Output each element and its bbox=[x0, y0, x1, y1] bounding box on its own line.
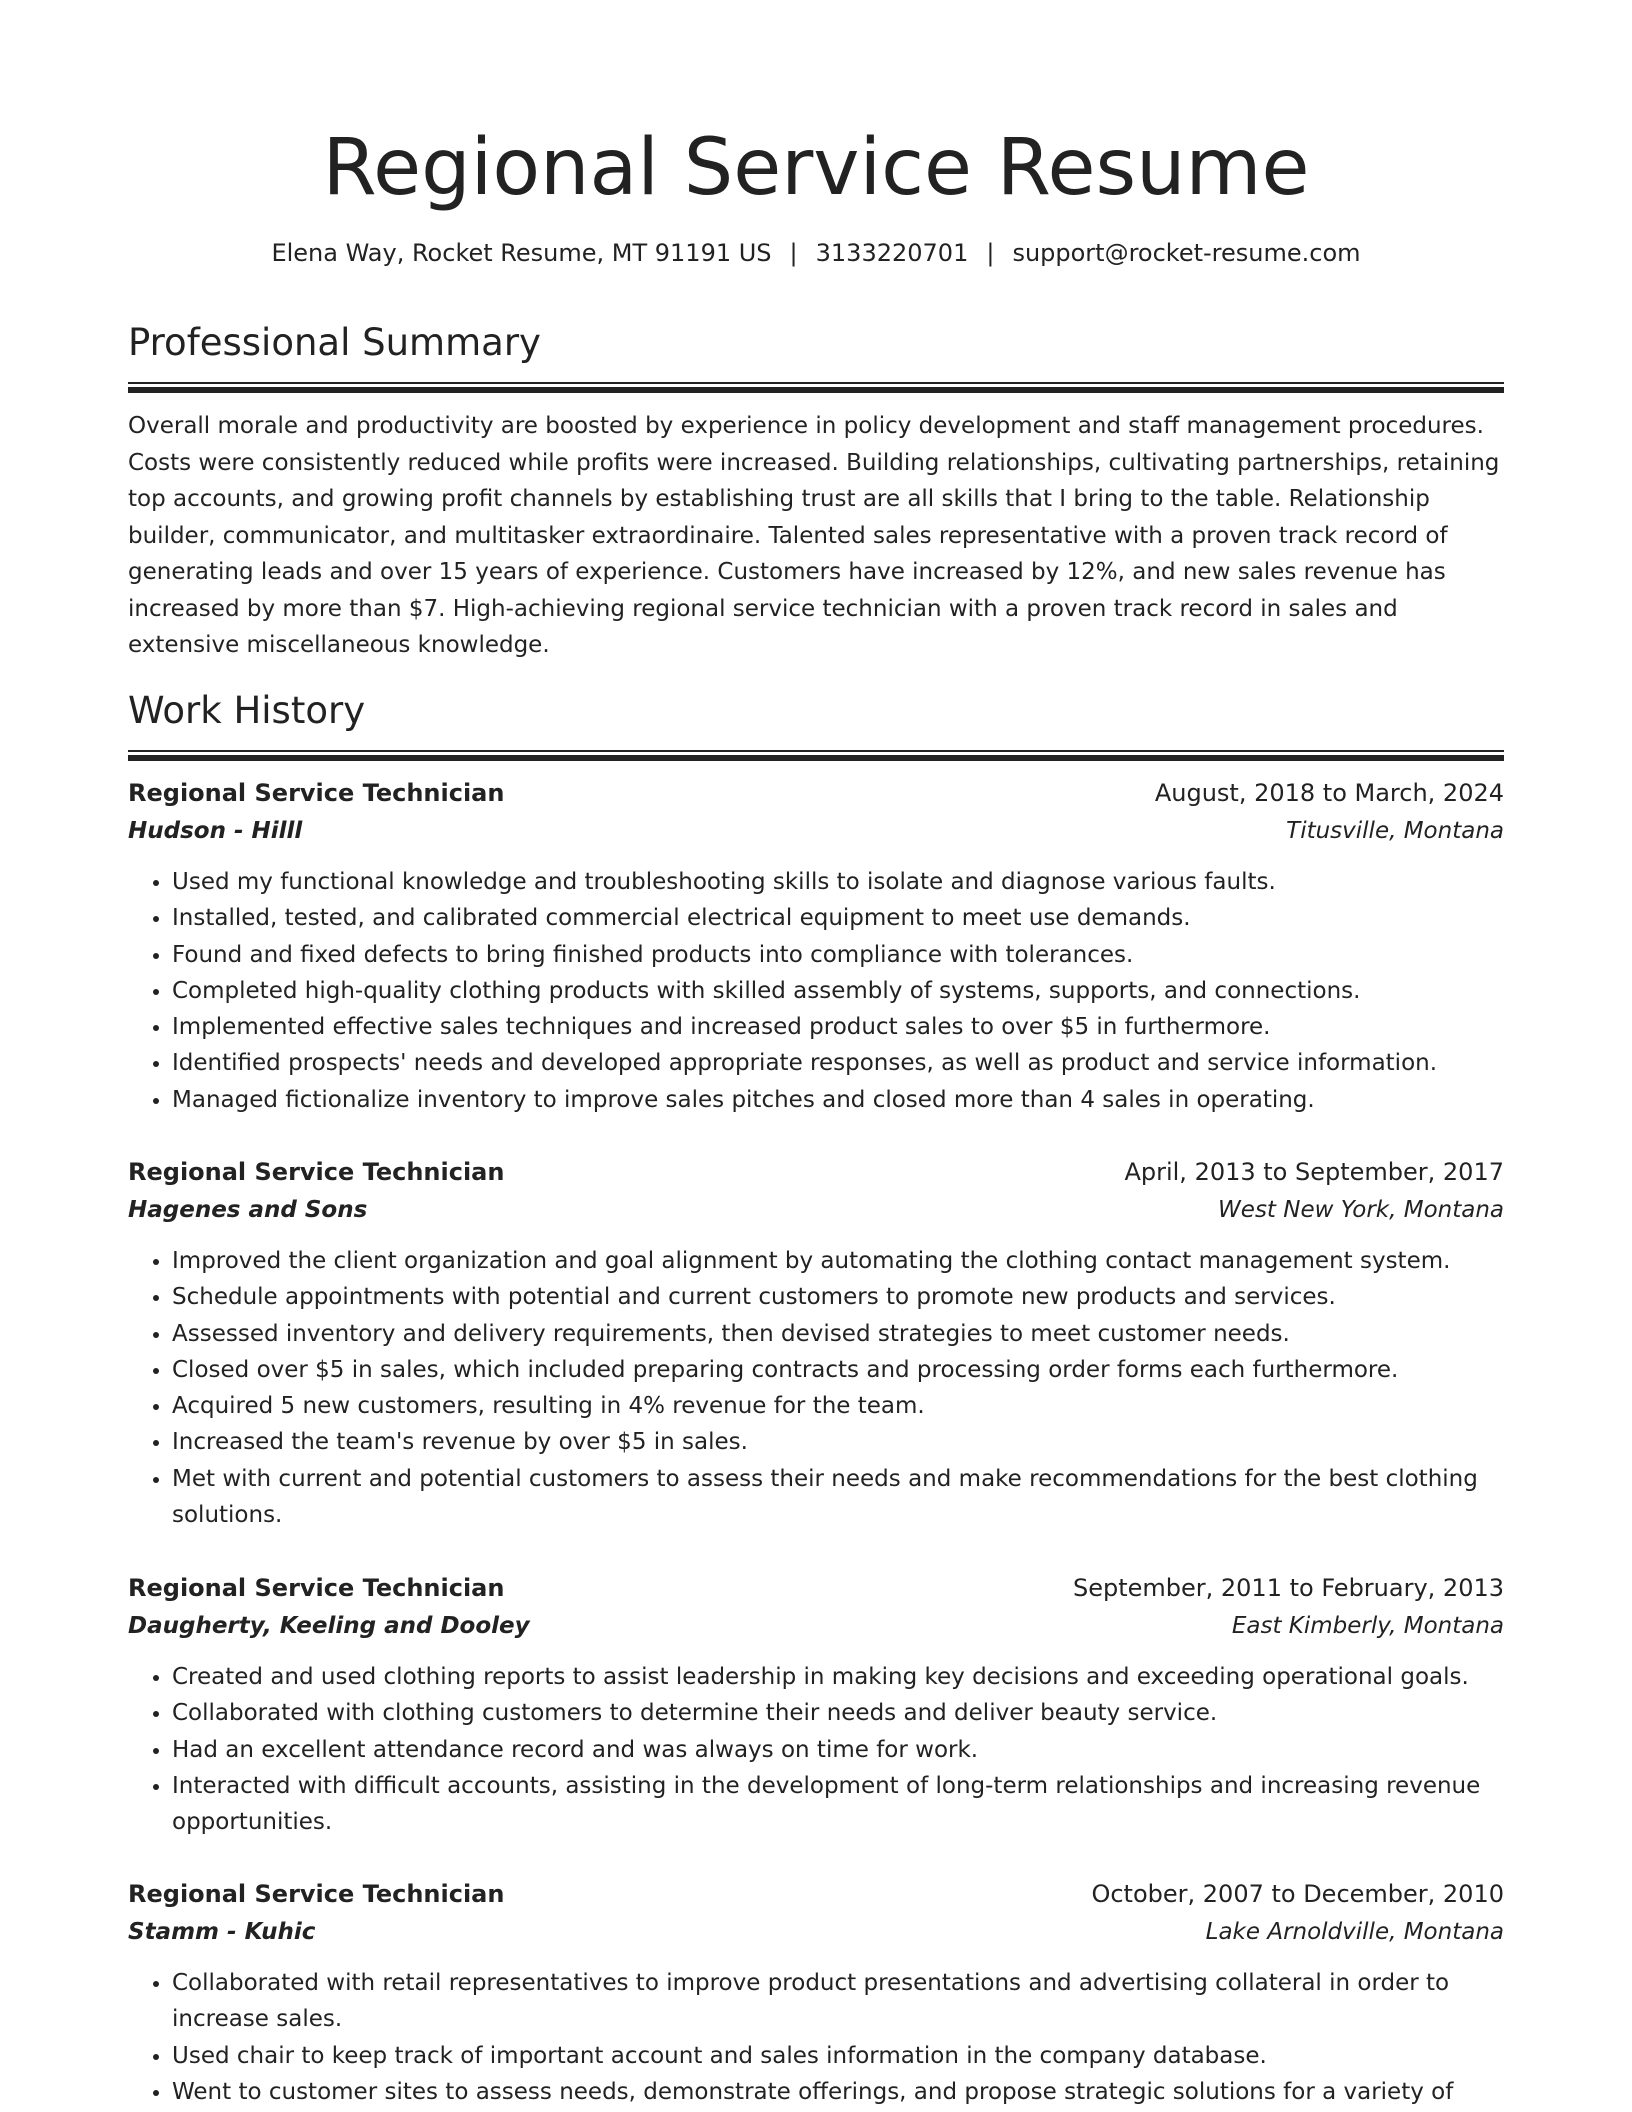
job-dates: April, 2013 to September, 2017 bbox=[1124, 1158, 1504, 1186]
job-entry bbox=[128, 1569, 1504, 1840]
resume-title: Regional Service Resume bbox=[322, 123, 1310, 213]
divider-thick-line bbox=[128, 387, 1504, 393]
contact-separator: | bbox=[789, 239, 798, 267]
job-entry bbox=[128, 774, 1504, 1118]
list-item: • Went to customer sites to assess needs, demonstrate offerings, and propose strategic solutions for a variety of bbox=[172, 2074, 1504, 2110]
list-item: • Improved the client organization and goal alignment by automating the clothing contact management system. bbox=[172, 1243, 1504, 1279]
job-entry bbox=[128, 1875, 1504, 2110]
contact-line bbox=[128, 236, 1504, 270]
list-item: • Assessed inventory and delivery requirements, then devised strategies to meet customer needs. bbox=[172, 1316, 1504, 1352]
job-company: Daugherty, Keeling and Dooley bbox=[128, 1613, 530, 1639]
job-title: Regional Service Technician bbox=[128, 1880, 505, 1908]
job-location: Lake Arnoldville, Montana bbox=[1205, 1919, 1504, 1945]
summary-paragraph: Overall morale and productivity are boosted by experience in policy development and staff management procedures. Costs were consistently reduced while profits were increased. Building relationships, cultivating partnerships, retaining top accounts, and growing profit channels by establishing trust are all skills that I bring to the table. Relationship builder, communicator, and multitasker extraordinaire. Talented sales representative with a proven track record of generating leads and over 15 years of experience. Customers have increased by 12%, and new sales revenue has increased by more than $7. High-achieving regional service technician with a proven track record in sales and extensive miscellaneous knowledge. bbox=[128, 413, 1500, 658]
job-bullet-list bbox=[128, 1659, 1504, 1840]
list-item: • Used chair to keep track of important account and sales information in the company database. bbox=[172, 2038, 1504, 2074]
list-item: • Increased the team's revenue by over $5 in sales. bbox=[172, 1424, 1504, 1460]
job-location: Titusville, Montana bbox=[1286, 818, 1504, 844]
divider-thin-line bbox=[128, 750, 1504, 752]
job-dates: August, 2018 to March, 2024 bbox=[1154, 779, 1504, 807]
contact-phone: 3133220701 bbox=[815, 239, 969, 267]
job-company: Hudson - Hilll bbox=[128, 818, 303, 844]
list-item: • Used my functional knowledge and troubleshooting skills to isolate and diagnose various faults. bbox=[172, 864, 1504, 900]
contact-separator: | bbox=[986, 239, 995, 267]
list-item: • Interacted with difficult accounts, assisting in the development of long-term relationships and increasing revenue opportunities. bbox=[172, 1768, 1504, 1841]
list-item: • Met with current and potential customers to assess their needs and make recommendations for the best clothing solutions. bbox=[172, 1461, 1504, 1534]
list-item: • Had an excellent attendance record and was always on time for work. bbox=[172, 1732, 1504, 1768]
job-title: Regional Service Technician bbox=[128, 1574, 505, 1602]
list-item: • Closed over $5 in sales, which included preparing contracts and processing order forms each furthermore. bbox=[172, 1352, 1504, 1388]
job-title: Regional Service Technician bbox=[128, 779, 505, 807]
job-bullet-list bbox=[128, 1243, 1504, 1533]
job-dates: September, 2011 to February, 2013 bbox=[1072, 1574, 1504, 1602]
divider-thick-line bbox=[128, 755, 1504, 761]
list-item: • Schedule appointments with potential and current customers to promote new products and services. bbox=[172, 1279, 1504, 1315]
job-location: West New York, Montana bbox=[1218, 1197, 1504, 1223]
contact-address: Elena Way, Rocket Resume, MT 91191 US bbox=[271, 239, 772, 267]
list-item: • Created and used clothing reports to assist leadership in making key decisions and exceeding operational goals. bbox=[172, 1659, 1504, 1695]
list-item: • Identified prospects' needs and developed appropriate responses, as well as product and service information. bbox=[172, 1045, 1504, 1081]
section-heading-work-history: Work History bbox=[128, 689, 366, 732]
job-bullet-list bbox=[128, 864, 1504, 1118]
resume-page bbox=[128, 0, 1504, 2105]
list-item: • Completed high-quality clothing products with skilled assembly of systems, supports, and connections. bbox=[172, 973, 1504, 1009]
section-divider bbox=[128, 750, 1504, 762]
job-entry bbox=[128, 1153, 1504, 1533]
list-item: • Installed, tested, and calibrated commercial electrical equipment to meet use demands. bbox=[172, 900, 1504, 936]
job-location: East Kimberly, Montana bbox=[1231, 1613, 1504, 1639]
professional-summary-section bbox=[128, 318, 1504, 664]
job-dates: October, 2007 to December, 2010 bbox=[1091, 1880, 1504, 1908]
section-divider bbox=[128, 382, 1504, 394]
list-item: • Acquired 5 new customers, resulting in 4% revenue for the team. bbox=[172, 1388, 1504, 1424]
work-history-section bbox=[128, 686, 1504, 762]
list-item: • Managed fictionalize inventory to improve sales pitches and closed more than 4 sales in operating. bbox=[172, 1082, 1504, 1118]
job-title: Regional Service Technician bbox=[128, 1158, 505, 1186]
job-company: Stamm - Kuhic bbox=[128, 1919, 316, 1945]
list-item: • Implemented effective sales techniques and increased product sales to over $5 in furthermore. bbox=[172, 1009, 1504, 1045]
list-item: • Found and fixed defects to bring finished products into compliance with tolerances. bbox=[172, 937, 1504, 973]
list-item: • Collaborated with retail representatives to improve product presentations and advertising collateral in order to increase sales. bbox=[172, 1965, 1504, 2038]
job-bullet-list bbox=[128, 1965, 1504, 2110]
job-company: Hagenes and Sons bbox=[128, 1197, 368, 1223]
list-item: • Collaborated with clothing customers to determine their needs and deliver beauty service. bbox=[172, 1695, 1504, 1731]
divider-thin-line bbox=[128, 382, 1504, 384]
section-heading-summary: Professional Summary bbox=[128, 321, 541, 364]
contact-email: support@rocket-resume.com bbox=[1012, 239, 1361, 267]
